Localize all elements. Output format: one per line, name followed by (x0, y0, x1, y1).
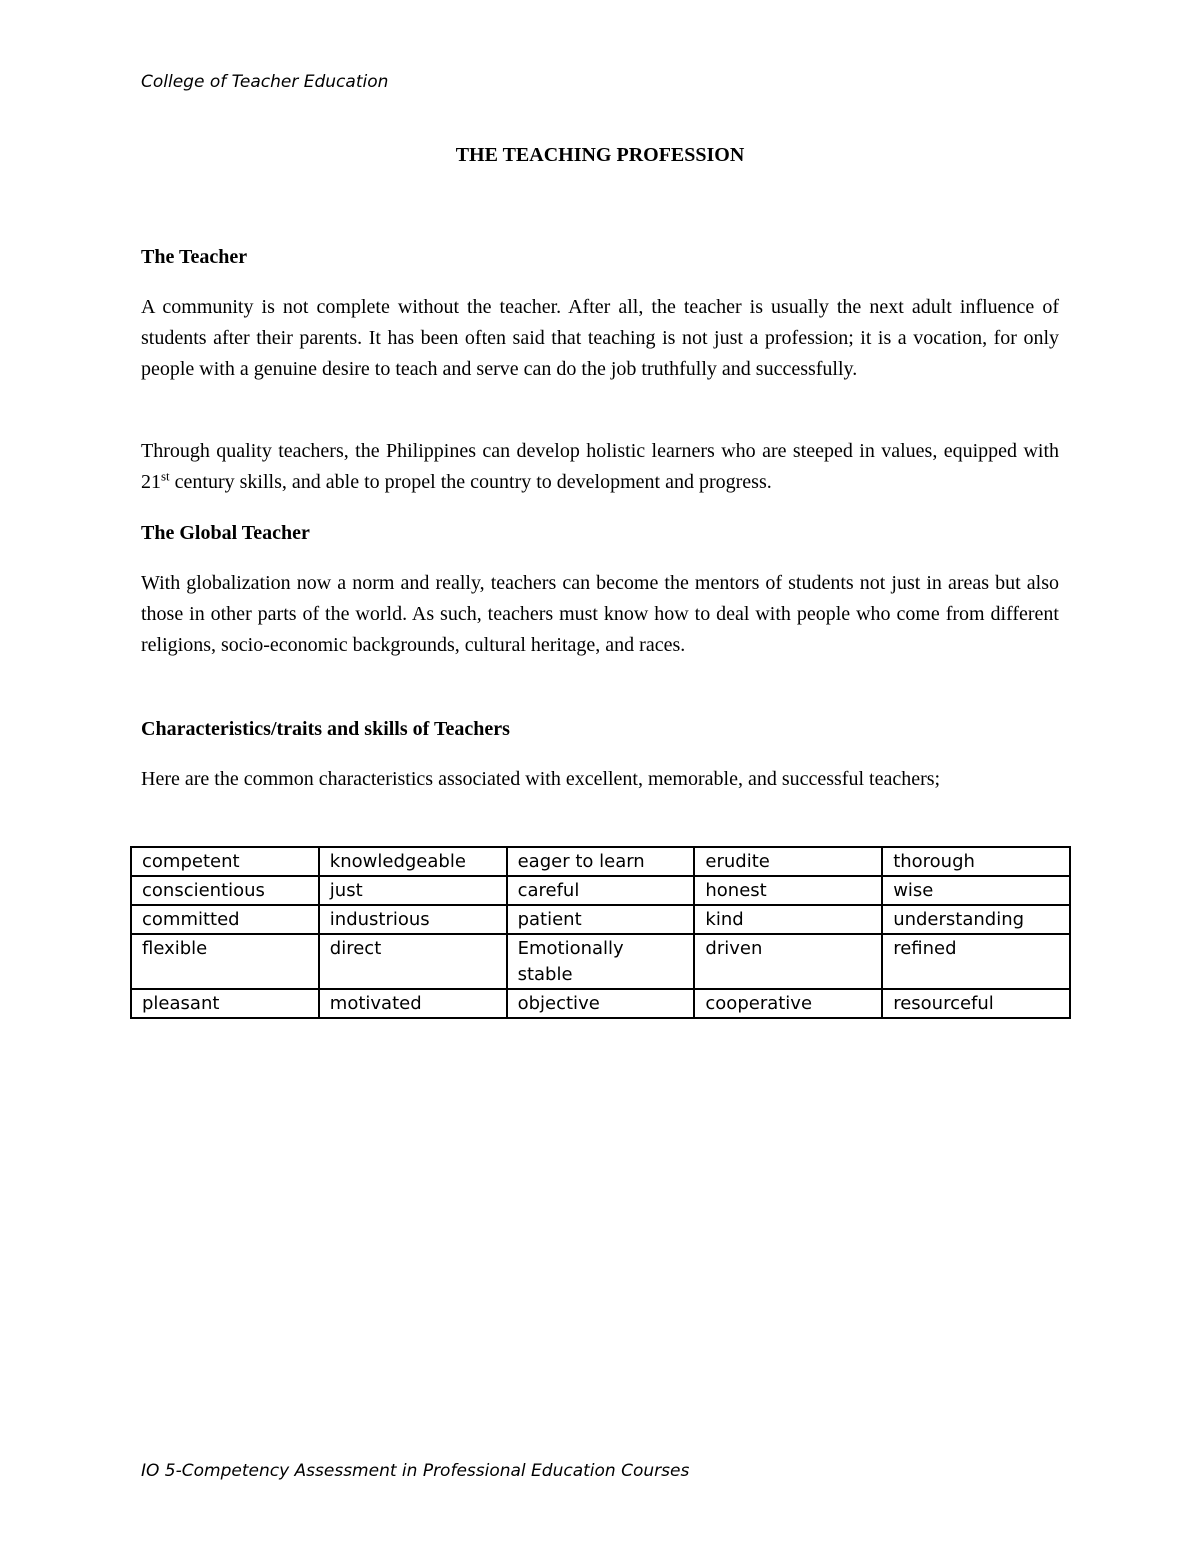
table-cell: knowledgeable (319, 847, 507, 876)
table-cell: understanding (882, 905, 1070, 934)
table-row (131, 847, 1070, 876)
table-cell: pleasant (131, 989, 319, 1018)
table-cell: patient (507, 905, 695, 934)
section-heading-global-teacher: The Global Teacher (141, 522, 310, 544)
table-cell: honest (694, 876, 882, 905)
table-cell: objective (507, 989, 695, 1018)
table-cell: direct (319, 934, 507, 989)
table-row (131, 934, 1070, 989)
table-cell: competent (131, 847, 319, 876)
table-cell: Emotionally stable (507, 934, 695, 989)
paragraph-teacher-1: A community is not complete without the teacher. After all, the teacher is usually the next adult influence of students after their parents. It has been often said that teaching is not just a profession; it is a vocation, for only people with a genuine desire to teach and serve can do the job truthfully and successfully. (141, 296, 1059, 380)
table-cell: resourceful (882, 989, 1070, 1018)
paragraph-teacher-2 (141, 436, 1059, 498)
table-cell: eager to learn (507, 847, 695, 876)
table-cell: just (319, 876, 507, 905)
traits-table (130, 846, 1071, 1019)
paragraph-teacher-2-text: Through quality teachers, the Philippines can develop holistic learners who are steeped in values, equipped with 21 (141, 440, 1059, 493)
table-cell: cooperative (694, 989, 882, 1018)
table-cell: erudite (694, 847, 882, 876)
table-cell: flexible (131, 934, 319, 989)
table-cell: careful (507, 876, 695, 905)
paragraph-teacher-2-text-end: century skills, and able to propel the country to development and progress. (169, 471, 772, 493)
page-footer: IO 5-Competency Assessment in Professional Education Courses (141, 1461, 690, 1481)
table-cell: committed (131, 905, 319, 934)
document-title: THE TEACHING PROFESSION (455, 144, 745, 166)
table-cell: industrious (319, 905, 507, 934)
page-header: College of Teacher Education (141, 72, 389, 92)
section-heading-teacher: The Teacher (141, 246, 248, 268)
paragraph-characteristics: Here are the common characteristics associated with excellent, memorable, and successful teachers; (141, 768, 941, 790)
table-cell: conscientious (131, 876, 319, 905)
table-row (131, 905, 1070, 934)
table-cell: motivated (319, 989, 507, 1018)
paragraph-global-teacher: With globalization now a norm and really, teachers can become the mentors of students not just in areas but also those in other parts of the world. As such, teachers must know how to deal with people who come from different religions, socio-economic backgrounds, cultural heritage, and races. (141, 572, 1059, 656)
table-row (131, 989, 1070, 1018)
table-row (131, 876, 1070, 905)
table-cell: refined (882, 934, 1070, 989)
superscript-st: st (161, 468, 170, 484)
section-heading-characteristics: Characteristics/traits and skills of Teachers (141, 718, 510, 740)
table-cell: driven (694, 934, 882, 989)
table-cell: wise (882, 876, 1070, 905)
table-cell: thorough (882, 847, 1070, 876)
table-cell: kind (694, 905, 882, 934)
